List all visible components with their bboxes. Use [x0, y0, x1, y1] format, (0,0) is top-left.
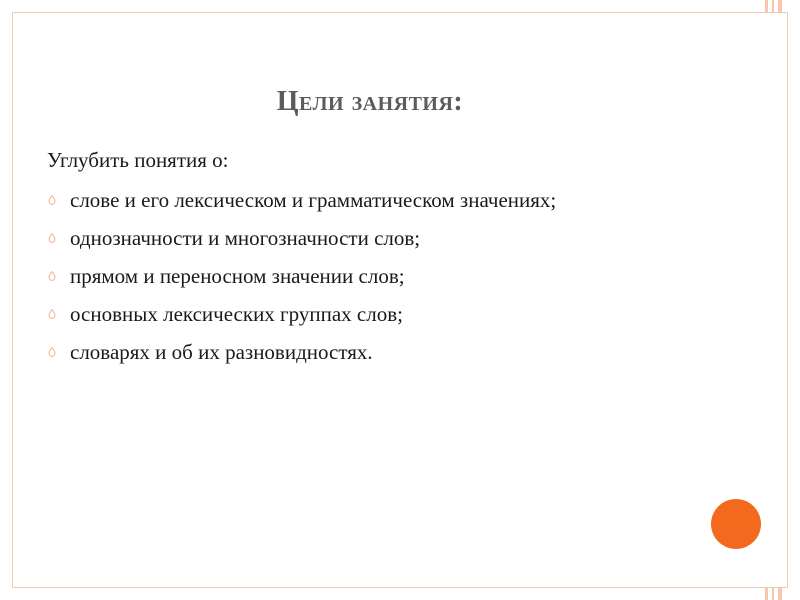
drop-bullet-icon — [47, 233, 57, 243]
accent-circle — [711, 499, 761, 549]
list-item — [47, 300, 680, 329]
slide-intro: Углубить понятия о: — [47, 148, 229, 172]
list-item-text: слове и его лексическом и грамматическом значениях; — [70, 188, 557, 212]
drop-bullet-icon — [47, 347, 57, 357]
list-item — [47, 262, 680, 291]
list-item-text: основных лексических группах слов; — [70, 302, 403, 326]
list-item — [47, 224, 680, 253]
list-item — [47, 338, 680, 367]
goals-list — [47, 186, 680, 376]
drop-bullet-icon — [47, 309, 57, 319]
list-item-text: прямом и переносном значении слов; — [70, 264, 405, 288]
list-item — [47, 186, 680, 215]
drop-bullet-icon — [47, 271, 57, 281]
slide-title: Цели занятия: — [276, 86, 464, 117]
list-item-text: словарях и об их разновидностях. — [70, 340, 373, 364]
drop-bullet-icon — [47, 195, 57, 205]
list-item-text: однозначности и многозначности слов; — [70, 226, 421, 250]
